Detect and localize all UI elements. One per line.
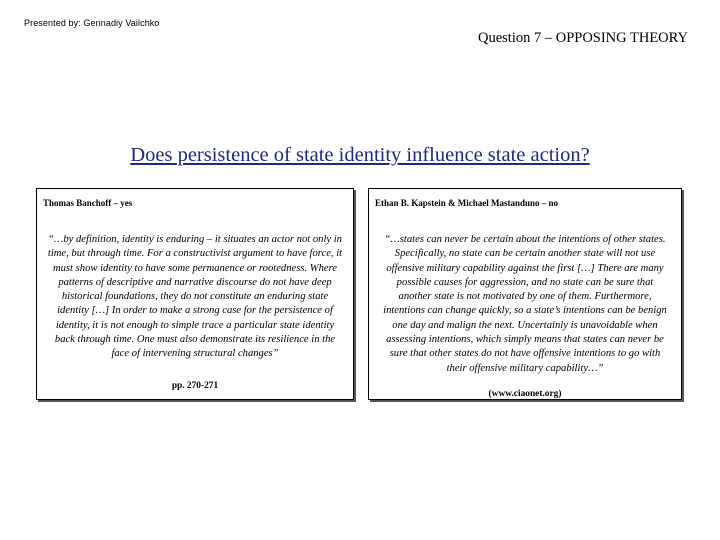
panel-heading-yes: Thomas Banchoff – yes (43, 198, 133, 208)
quote-yes: “…by definition, identity is enduring – it situates an actor not only in time, but through time. For a constructivist argument to have force, it must show identity to have some permanence or rootedness. Where patterns of descriptive and narrative discourse do not have deep historical foundations, they do not constitute an enduring state identity […] In order to make a strong case for the persistence of identity, it is not enough to simple trace a particular state identity back through time. One must also demonstrate its resilience in the face of intervening structural changes” (47, 234, 343, 360)
presenter-credit: Presented by: Gennadiy Vailchko (24, 18, 160, 28)
quote-no: “…states can never be certain about the intentions of other states. Specifically, no state can be certain another state will not use offensive military capability against the first […] There are many possible causes for aggression, and no state can be sure that another state is not motivated by one of them. Furthermore, intentions can change quickly, so a state’s intentions can be benign one day and malign the next. Uncertainly is unavoidable when assessing intentions, which simply means that states can never be sure that other states do not have offensive intentions to go with their offensive military capability…” (383, 234, 667, 374)
question-heading: Question 7 – OPPOSING THEORY (477, 30, 688, 46)
panel-yes (36, 188, 354, 400)
panel-no (368, 188, 682, 400)
citation-no: (www.ciaonet.org) (488, 389, 562, 399)
citation-yes: pp. 270-271 (171, 381, 219, 391)
slide-title: Does persistence of state identity influence state action? (130, 144, 590, 166)
panel-heading-no: Ethan B. Kapstein & Michael Mastanduno – no (375, 198, 559, 208)
